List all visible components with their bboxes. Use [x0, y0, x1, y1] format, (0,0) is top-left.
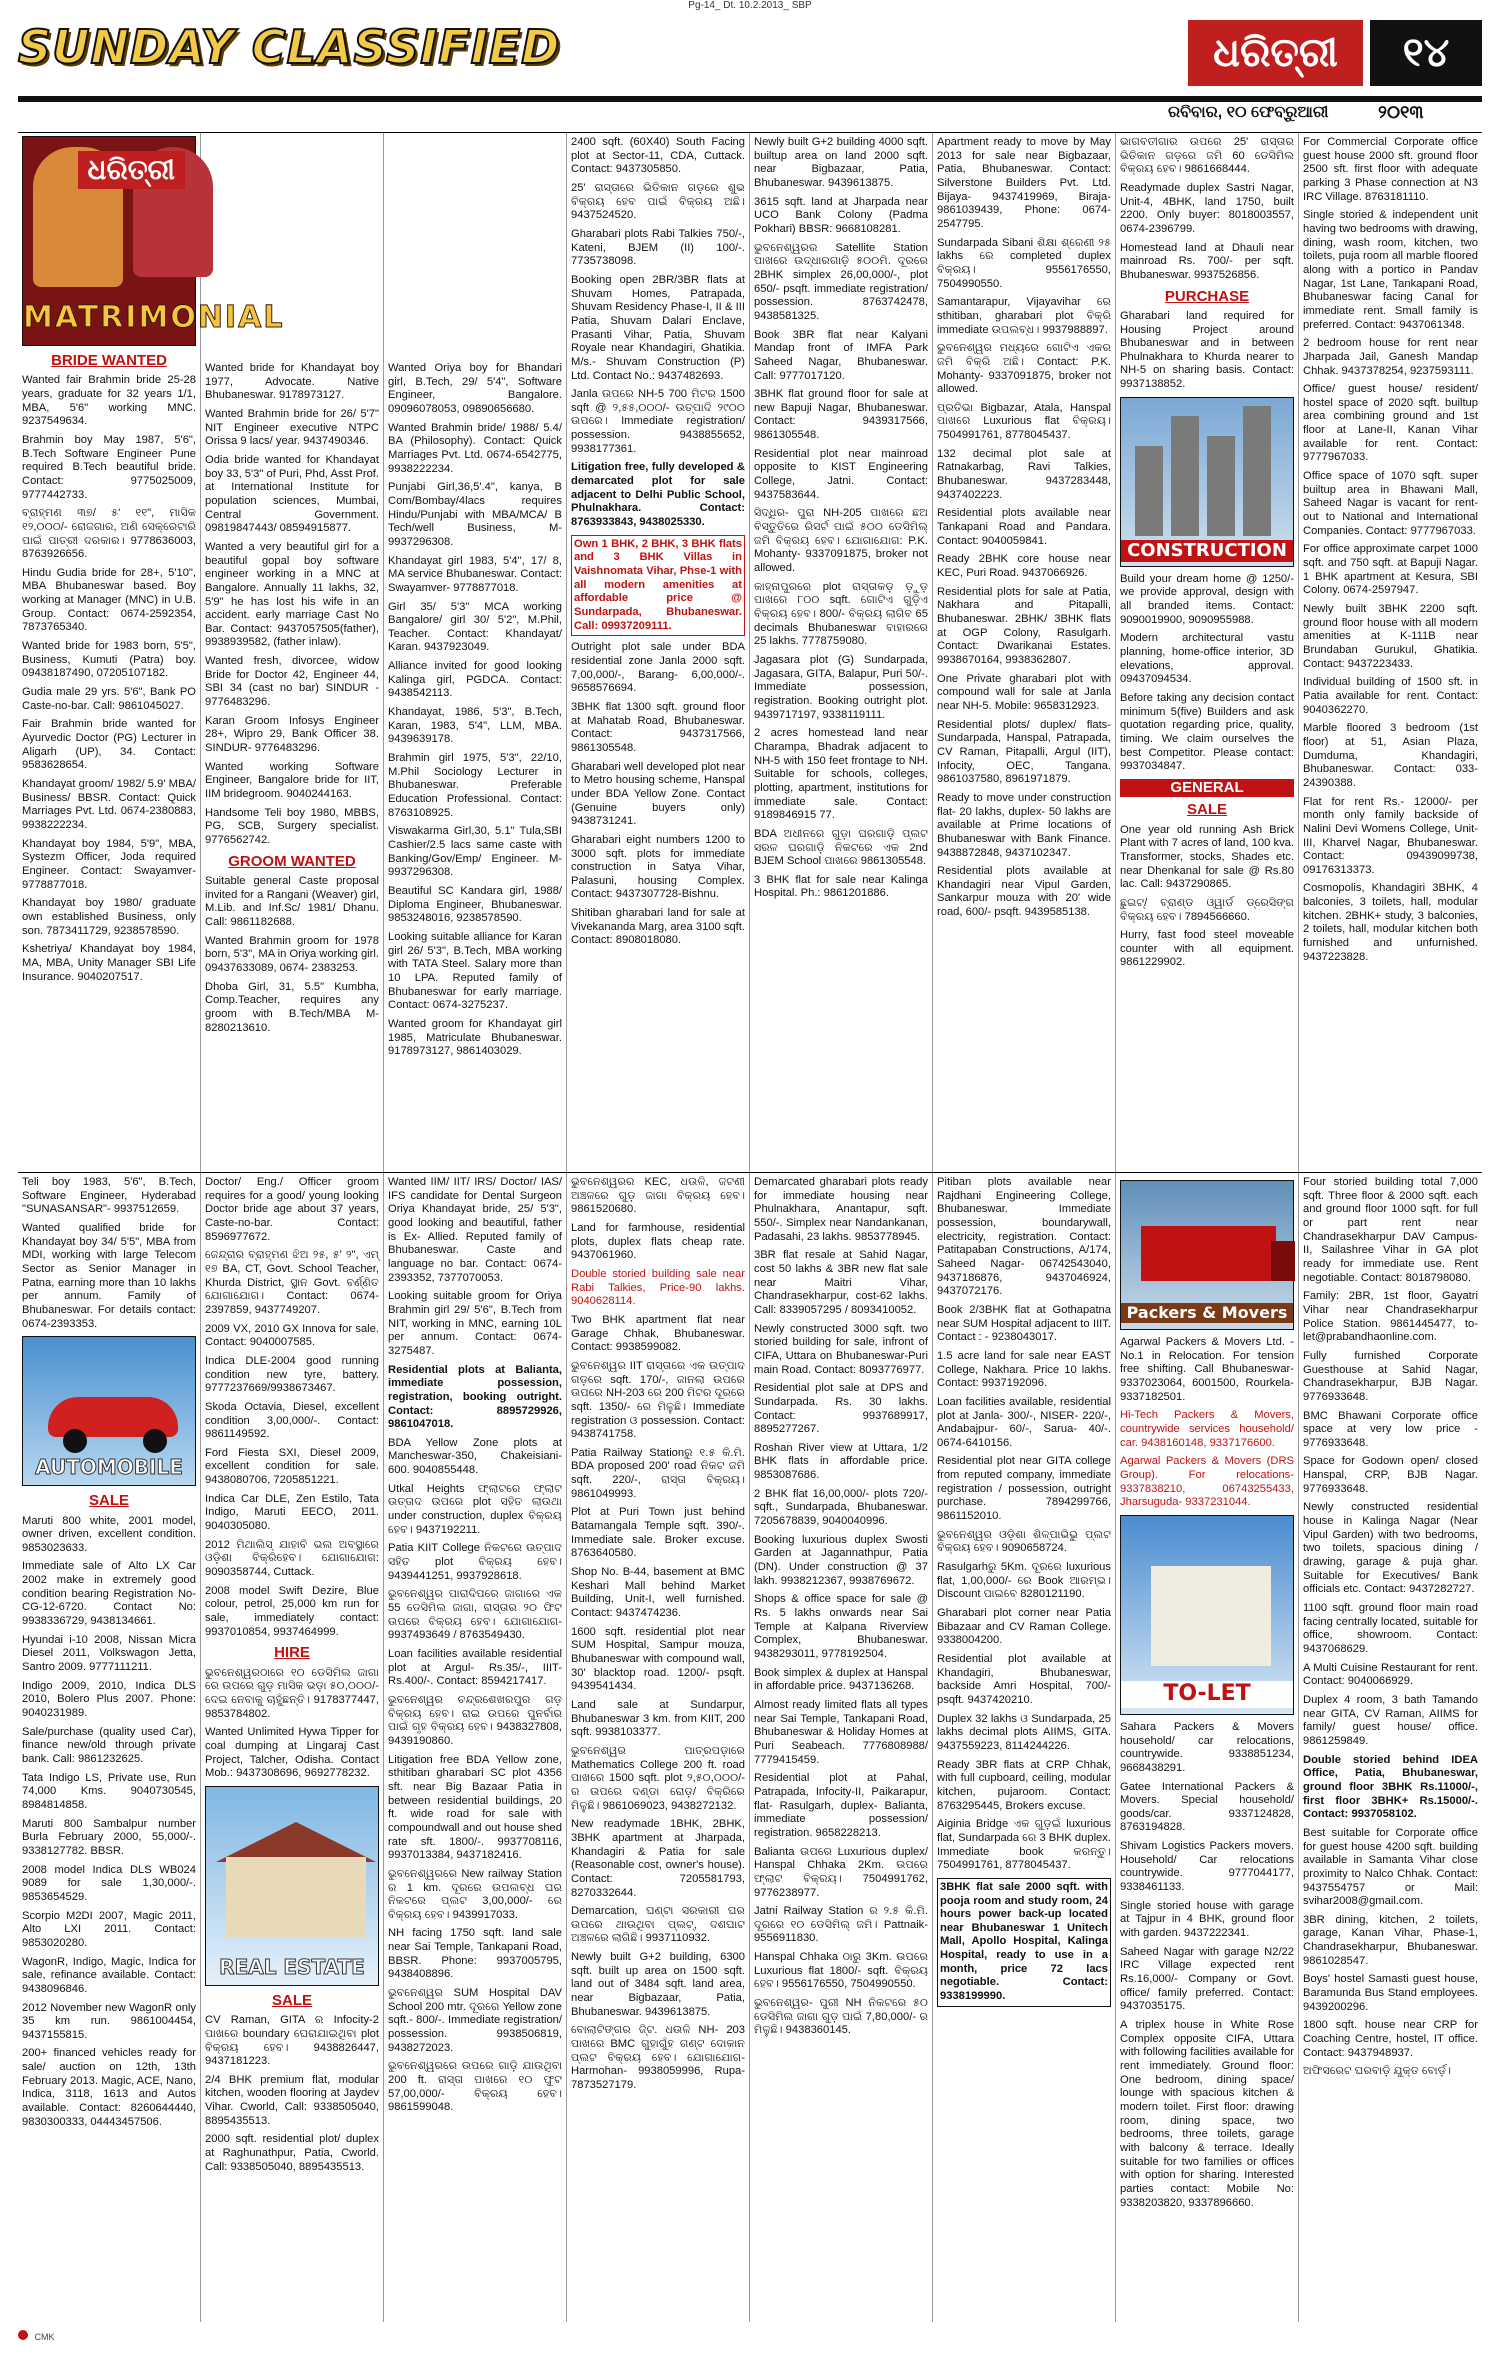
classified-ad: Patia KIIT College ନିକଟରେ ଉତ୍ପାଦ ସହିତ plot ବିକ୍ରୟ ହେବ। 9439441251, 9937928618.: [388, 1542, 562, 1582]
column-8: [1299, 133, 1482, 1172]
hire-heading: HIRE: [274, 1644, 310, 1662]
classified-ad: Marble floored 3 bedroom (1st floor) at 51, Asian Plaza, Dumduma, Khandagiri, Bhubaneswar. Contact: 033-24390388.: [1303, 722, 1478, 789]
classified-ad: ଭୁବନେଶ୍ୱରରେ New railway Station ର 1 km. ଦୂରରେ ଉପଲବ୍ଧ ଘର ନିକଟରେ ପ୍ଲଟ 3,00,000/- ରେ ବିକ୍ରୟ ହେବ। 9439917033.: [388, 1867, 562, 1921]
classified-ad: A Multi Cuisine Restaurant for rent. Contact: 9040066929.: [1303, 1661, 1478, 1688]
column-6-lower: [933, 1173, 1116, 2322]
column-4: [567, 133, 750, 1172]
classified-ad: Office space of 1070 sqft. super builtup area in Bhawani Mall, Saheed Nagar is vacant for rent- out to National and International Companies. Contact: 9777967033.: [1303, 470, 1478, 537]
spacer: [388, 136, 562, 362]
classified-ad: Newly constructed residential house in Kalinga Nagar (Near Vipul Garden) with two bedrooms, two toilets, spacious dining / drawing, garage & puja ghar. Suitable for Executives/ Bank officials etc. Contact: 9437282727.: [1303, 1501, 1478, 1596]
classified-ad: ବ୍ରାହ୍ମଣ ୩୭/ ୫' ୧୧", ମାସିକ ୧୨,୦୦୦/- ରୋଜଗାର, ଅଣି ସେକ୍ରେଟାରି ପାଇଁ ପାତ୍ରୀ ଦରକାର। 9778636003, 8763926656.: [22, 507, 196, 561]
classified-ad: ଭୁବନେଶ୍ୱରର Satellite Station ପାଖରେ ଉଦ୍ଧାରଗାଡ଼ି ୫୦୦ମି. ଦୂରରେ 2BHK simplex 26,00,000/-, plot 650/- psqft. immediate registration/ possession. 8763742478, 9438581325.: [754, 241, 928, 322]
classified-ad: For Commercial Corporate office guest house 2000 sft. ground floor 2500 sft. first floor with adequate parking 3 Phase connection at N3 IRC Village. 8763181110.: [1303, 136, 1478, 203]
ad-list: [1120, 1409, 1294, 1510]
classified-ad: ଛୁଇଟ୍/ ବ୍ରାଣ୍ଡ ଓ୍ୱାର୍ଡ ଡ୍ରେସିଙ୍ଗ ବିକ୍ରୟ ହେବ। 7894566660.: [1120, 896, 1294, 923]
classified-ad: Sale/purchase (quality used Car), finance new/old through private bank. Call: 9861232625.: [22, 1725, 196, 1766]
classified-ad: Khandayat groom/ 1982/ 5.9' MBA/ Business/ BBSR. Contact: Quick Marriages Pvt. Ltd. 0674-2380883, 9938222234.: [22, 778, 196, 831]
classified-ad: Almost ready limited flats all types near Sai Temple, Tankapani Road, Bhubaneswar & Holiday Homes at Puri Seabeach. 7776808988/ 7779415459.: [754, 1698, 928, 1766]
classified-ad: ଅଫିସରେଟ ଘରବାଡ଼ି ଯୁକ୍ତ ବୋର୍ଡ଼।: [1303, 2065, 1452, 2078]
classified-ad: Demarcated gharabari plots ready for immediate housing near Phulnakhara, Anantapur, sqft. 550/-. Simplex near Nandankanan, Padasahi, 23 lakhs. 9853778945.: [754, 1176, 928, 1243]
building-illustration: [1243, 406, 1271, 536]
classified-ad: Doctor/ Eng./ Officer groom requires for a good/ young looking Doctor bride age about 37 years, Caste-no-bar. Contact: 8596977672.: [205, 1176, 379, 1243]
classified-ad: ଭୁବନେଶ୍ୱର ଓଡ଼ିଶା ଶିଳ୍ପାଭିଭୁ ପ୍ଲଟ ବିକ୍ରୟ ହେବ। 9090658724.: [937, 1528, 1111, 1555]
classified-ad: ଭୁବନେଶ୍ୱର ପାରାଦିପରେ ଜାଗାରେ ଏକ 55 ଡେସିମିଲ ଜାଗା, ରାସ୍ତାର ୨୦ ଫିଟ ଉପରେ ବିକ୍ରୟ ହେବ। ଯୋଗାଯୋଗ- 9937493649 / 8763549430.: [388, 1588, 562, 1642]
ad-list: [1120, 1721, 1294, 2210]
classified-ad: Ready 2BHK core house near KEC, Puri Road. 9437066926.: [937, 553, 1111, 580]
classified-ad: 2400 sqft. (60X40) South Facing plot at Sector-11, CDA, Cuttack. Contact: 9437305850.: [571, 136, 745, 176]
classified-ad: 2 acres homestead land near Charampa, Bhadrak adjacent to NH-5 with 150 feet frontage to NH. Suitable for schools, colleges, plotting, apartment, institutions for immediate sale. Contact: 9189846915 77.: [754, 727, 928, 822]
classified-ad: Space for Godown open/ closed Hanspal, CRP, BJB Nagar. 9776933648.: [1303, 1455, 1478, 1495]
color-marks: CMK: [34, 2332, 55, 2342]
classified-ad: ଭୁବନେଶ୍ୱର IIT ରାସ୍ତାରେ ଏକ ଉତ୍ପାଦ ଗଡ଼ରେ sqft. 170/-, ଜାନଲା ଉପରେ ଉପରେ NH-203 ରେ 200 ମିଟର ଦୂରରେ sqft. 1350/- ରେ ମିଳୁଛି। Immediate registration ଓ possession. Contact: 9438741758.: [571, 1359, 745, 1441]
classified-ad: Single storied & independent unit having two bedrooms with drawing, dining, wash room, kitchen, two toilets, puja room all marble floored along with a portico in Pandav Nagar, 1st Lane, Tankapani Road, Bhubaneswar facing Canal for immediate rent. Small family is preferred. Contact: 9437061348.: [1303, 209, 1478, 331]
print-slug: Pg-14_ Dt. 10.2.2013_ SBP: [688, 0, 812, 11]
classified-ad: Skoda Octavia, Diesel, excellent condition 3,00,000/-. Contact: 9861149592.: [205, 1400, 379, 1441]
classified-ad: Outright plot sale under BDA residential zone Janla 2000 sqft. 7,00,000/-, Barang- 6,00,000/-. 9658576694.: [571, 641, 745, 695]
classified-ad: Utkal Heights ଫ୍ଲାଟରେ ଫ୍ଲାଟ ଉତ୍ତାଦ ଉପରେ plot ସହିତ ଲାଉଥା under construction, duplex ବିକ୍ରୟ ହେବ। 9437192211.: [388, 1482, 562, 1536]
ad-list: [1303, 1827, 1478, 2079]
classified-ad: Khandayat girl 1983, 5'4", 17/ 8, MA service Bhubaneswar. Contact: Swayamver- 9778877018.: [388, 554, 562, 594]
classified-ad: Newly built 3BHK 2200 sqft. ground floor house with all modern amenities at K-111B near Brundaban Gurukul, Ghatikia. Contact: 9437223433.: [1303, 603, 1478, 670]
ad-list: [388, 1437, 562, 2115]
real-estate-label: REAL ESTATE: [219, 1954, 365, 1979]
classified-ad: Wanted IIM/ IIT/ IRS/ Doctor/ IAS/ IFS candidate for Dental Surgeon Oriya Khandayat bride, 25/ 5'3", good looking and beautiful, father is Ex- Allied. Reputed family of Bhubaneswar. Caste and language no bar. Contact: 0674-2393352, 7377070053.: [388, 1176, 562, 1284]
classified-ad: ଭୁବନେଶ୍ୱର ମଧ୍ୟରେ ଗୋଟିଏ ଏକର ଜମି ବିକ୍ରି ଅଛି। Contact: P.K. Mohanty- 9337091875, broker not allowed.: [937, 342, 1111, 396]
classified-ad: BDA ଅଧୀନରେ ଗୁଡ଼ା ଘରଗାଡ଼ି ପ୍ଲଟ ସରଳ ଘରଗାଡ଼ି ନିକଟରେ ଏକ 2nd BJEM School ପାଖରେ 9861305548.: [754, 827, 928, 868]
classified-ad: Immediate sale of Alto LX Car 2002 make in extremely good condition bearing Registration No- CG-12-6720. Contact No: 9938336729, 9438134661.: [22, 1560, 196, 1628]
classified-ad: Single storied house with garage at Tajpur in 4 BHK, ground floor with garden. 9437222341.: [1120, 1899, 1294, 1940]
ad-list: [1120, 136, 1294, 283]
masthead-rule: [18, 96, 1482, 102]
classified-ad: 2000 sqft. residential plot/ duplex at Raghunathpur, Patia, Cworld. Call: 9338505040, 8895435513.: [205, 2133, 379, 2173]
issue-year: ୨୦୧୩: [1378, 102, 1424, 122]
classified-ad: Wanted bride for Khandayat boy 1977, Advocate. Native Bhubaneswar. 9178973127.: [205, 362, 379, 402]
classified-ad: Loan facilities available residential plot at Argul- Rs.35/-, IIIT- Rs.400/-. Contact: 8594217417.: [388, 1648, 562, 1688]
wheel-icon: [143, 1429, 167, 1453]
classified-ad: One year old running Ash Brick Plant with 7 acres of land, 100 kva. Transformer, stocks, Shades etc. near Dhenkanal for sale @ Rs.80 lac. Call: 9437290865.: [1120, 823, 1294, 891]
classified-ad: Dhoba Girl, 31, 5.5" Kumbha, Comp.Teacher, requires any groom with B.Tech/MBA M- 8280213610.: [205, 980, 379, 1034]
ad-list: [1120, 573, 1294, 774]
classified-ad: Book 3BR flat near Kalyani Mandap front of IMFA Park Saheed Nagar, Bhubaneswar. Call: 9777017120.: [754, 328, 928, 382]
classified-ad: Wanted a very beautiful girl for a beautiful gopal boy software engineer working in a MNC at Bangalore. Annually 11 lakhs, 32, 5'9" he has lost his wife in an accident. early marriage Cast No Bar. Contact: 9437057505(father), 9938939582, (father inlaw).: [205, 540, 379, 649]
classified-ad: Duplex 4 room, 3 bath Tamando near GITA, CV Raman, AIIMS for family/ guest house/ office. 9861259849.: [1303, 1693, 1478, 1747]
classified-ad: Hyundai i-10 2008, Nissan Micra Diesel 2011, Volkswagon Jetta, Santro 2009. 9777111211.: [22, 1633, 196, 1674]
ad-list: [1120, 310, 1294, 392]
classified-ad: Teli boy 1983, 5'6", B.Tech, Software Engineer, Hyderabad "SUNASANSAR"- 9937512659.: [22, 1176, 196, 1216]
classified-ad: Odia bride wanted for Khandayat boy 33, 5'3" of Puri, Phd, Asst Prof. at International Institute for population sciences, Mumbai, Central Government. 09819847443/ 08594915877.: [205, 453, 380, 535]
classified-ad: ଭୁବନେଶ୍ୱରର KEC, ଧଉଳି, ଜଟଣୀ ଅଞ୍ଚଳରେ ଗୁଡ଼ ଜାଗା ବିକ୍ରୟ ହେବ। 9861520680.: [571, 1176, 745, 1216]
classified-ad: Fair Brahmin bride wanted for Ayurvedic Doctor (PG) Lecturer in Aligarh (UP), 34. Contact: 9583628654.: [22, 718, 196, 772]
classified-ad: Wanted working Software Engineer, Bangalore bride for IIT, IIM bridegroom. 9040244163.: [205, 760, 379, 801]
classified-ad: କାହ୍ନାପୁରରେ plot ରାସ୍ତାକଡ଼ ଡ଼ୁଡ଼ ପାଖରେ ୮୦୦ sqft. ଗୋଟିଏ ଗୁଡ଼ିଏ ବିକ୍ରୟ ହେବ। 800/- ବିକ୍ରୟ ଲାଗିବ 65 decimals Bhubaneswar ବାହାରରେ 25 lakhs. 7778759080.: [754, 580, 928, 648]
newspaper-logo: ଧରିତ୍ରୀ: [1188, 20, 1363, 86]
ad-list: [1120, 1336, 1294, 1404]
classified-ad: Gatee International Packers & Movers. Special household/ goods/car. 9337124828, 8763194828.: [1120, 1780, 1294, 1834]
sale-heading: SALE: [271, 1991, 312, 2009]
page-number: ୧୪: [1370, 20, 1482, 86]
classified-ad: Wanted Unlimited Hywa Tipper for coal dumping at Lingaraj Cast Project, Talcher, Odisha. Contact Mob.: 9437308696, 9692778232.: [205, 1726, 379, 1780]
classified-ad: 1600 sqft. residential plot near SUM Hospital, Sampur mouza, Bhubaneswar with compound wall, 30' blacktop road. 1200/- psqft. 9439541434.: [571, 1625, 745, 1693]
classified-ad: Scorpio M2DI 2007, Magic 2011, Alto LXI 2011. Contact: 9853020280.: [22, 1909, 196, 1949]
classified-ad: 3BR flat resale at Sahid Nagar, cost 50 lakhs & 3BR new flat sale near Maitri Vihar, Chandrasekharpur, cost-62 lakhs. Call: 8339057295 / 8093410052.: [754, 1249, 928, 1316]
building-illustration: [1207, 436, 1235, 536]
classified-ad: One Private gharabari plot with compound wall for sale at Janla near NH-5. Mobile: 9658312923.: [937, 672, 1111, 712]
print-footer: [18, 2330, 1482, 2344]
classified-ad: ଭୁବନେଶ୍ୱର- ପୁରୀ NH ନିକଟରେ ୫୦ ଡେସିମିଲ ଜାଗା ଗୁଡ଼ ପାଇଁ 7,80,000/- ର ମିଳୁଛି। 9438360145.: [754, 1997, 928, 2037]
classified-ad: Aiginia Bridge ଏକ ଗୁଡ଼ଇଁ luxurious flat, Sundarpada ରେ 3 BHK duplex. Immediate book କରନ୍ତୁ। 7504991761, 8778045437.: [937, 1818, 1111, 1872]
column-7-lower: [1116, 1173, 1299, 2322]
classified-ad: 2 bedroom house for rent near Jharpada Jail, Ganesh Mandap Chhak. 9437378254, 9237593111.: [1303, 337, 1478, 377]
truck-cab-illustration: [1271, 1241, 1295, 1281]
classified-ad: Maruti 800 white, 2001 model, owner driven, excellent condition. 9853023633.: [22, 1514, 196, 1554]
classified-ad: Boys' hostel Samasti guest house, Baramunda Bus Stand employees. 9439200296.: [1303, 1973, 1478, 2013]
classified-ad: Girl 35/ 5'3" MCA working Bangalore/ girl 30/ 5'2", M.Phil, Teacher. Contact: Khandayat/ Karan. 9437923049.: [388, 600, 562, 654]
classified-ad: Duplex 32 lakhs ଓ Sundarpada, 25 lakhs decimal plots AIIMS, GITA. 9437559223, 8114244226.: [937, 1712, 1111, 1752]
classified-ad: Residential plot at Pahal, Patrapada, Infocity-II, Paikarapur, flat- Rasulgarh, duplex- Balianta, immediate possession/ registration. 9658228213.: [754, 1772, 928, 1839]
classified-ad: Residential plots for sale at Patia, Nakhara and Pitapalli, Bhubaneswar. 2BHK/ 3BHK flats at OGP Colony, Rasulgarh. Contact: Dwarikanai Estates. 9938670164, 9938362807.: [937, 585, 1111, 666]
classified-ad: Sahara Packers & Movers household/ car relocations, countrywide. 9338851234, 9668438291.: [1120, 1720, 1294, 1774]
classified-ad: ଭୁବନେଶ୍ୱର ପାତ୍ରପଡ଼ାରେ Mathematics College 200 ft. road ପାଖରେ 1500 sqft. plot ୨,୫୦,୦୦୦/-ର ଉପରେ ଦଣ୍ଡା ରୋଡ଼/ ବିକ୍ରିରେ ମିଳୁଛି। 9861069023, 9438272132.: [571, 1744, 745, 1812]
ad-list: [388, 1176, 562, 1359]
classified-ad: 2/4 BHK premium flat, modular kitchen, wooden flooring at Jaydev Vihar. Cworld, Call: 9338505040, 8895435513.: [205, 2073, 379, 2127]
classified-ad: Shivam Logistics Packers movers. Household/ Car relocations countrywide. 9777044177, 9338461133.: [1120, 1840, 1294, 1894]
roof-illustration: [216, 1822, 376, 1862]
column-5: [750, 133, 933, 1172]
general-heading: GENERAL: [1120, 779, 1294, 797]
classified-ad: 1.5 acre land for sale near EAST College, Nakhara. Price 10 lakhs. Contact: 9937192096.: [937, 1349, 1111, 1390]
classified-ad: Brahmin girl 1975, 5'3", 22/10, M.Phil Sociology Lecturer in Bhubaneswar. Preferable Education Professional. Contact: 8763108925.: [388, 752, 562, 819]
classified-ad: Ready to move under construction flat- 20 lakhs, duplex- 50 lakhs are available at Prime locations of Bhubaneswar with Bank Finance. 9438872848, 9437102347.: [937, 791, 1111, 859]
classified-ad: New readymade 1BHK, 2BHK, 3BHK apartment at Jharpada, Khandagiri & Patia for sale (Reasonable cost, owner's house). Contact: 7205581793, 8270332644.: [571, 1818, 745, 1899]
classified-ad: Newly built G+2 building 4000 sqft. builtup area on land 2000 sqft. near Bigbazaar, Patia, Bhubaneswar. 9439613875.: [754, 136, 928, 189]
ad-list: [571, 1176, 745, 1263]
classified-ad: Patia Railway Stationରୁ ୧.୫ କି.ମି. BDA proposed 200' road ନିକଟ ଜମି sqft. 220/-, ରାସ୍ତା ବିକ୍ରୟ। 9861049993.: [571, 1446, 745, 1500]
classified-ad: 2008 model Swift Dezire, Blue colour, petrol, 25,000 km run for sale, immediately contact: 9937010854, 9937464999.: [205, 1584, 379, 1638]
classified-ad: Booking luxurious duplex Swosti Garden at Jagannathpur, Patia (DN). Under construction @ 37 lakh. 9938212367, 9938769672.: [754, 1533, 928, 1587]
ad-list: [571, 1314, 745, 2093]
classified-ad: BDA Yellow Zone plots at Mancheswar-350, Chakeisiani- 600. 9040855448.: [388, 1436, 562, 1477]
classified-ad: Wanted fair Brahmin bride 25-28 years, graduate for 32 years 1/1, MBA, 5'6" working MNC. 9237549634.: [22, 374, 196, 428]
classified-ad: Hanspal Chhaka ଠାରୁ 3Km. ଉପରେ Luxurious flat 1800/- sqft. ବିକ୍ରୟ ହେବ। 9556176550, 7504990550.: [754, 1951, 928, 1991]
ad-bold: Litigation free, fully developed & demarcated plot for sale adjacent to Delhi Public School, Phulnakhara. Contact: 8763933843, 9438025330.: [571, 461, 745, 529]
ad-list: [754, 136, 928, 901]
classified-ad: Shitiban gharabari land for sale at Vivekananda Marg, area 3100 sqft. Contact: 8908018080.: [571, 907, 745, 947]
classified-ad: 2009 VX, 2010 GX Innova for sale. Contact: 9040007585.: [205, 1322, 379, 1349]
classified-ad: Gharabari eight numbers 1200 to 3000 sqft. plots for immediate construction in Satya Vihar, Palasuni, housing Complex. Contact: 9437307728-Bishnu.: [571, 833, 745, 901]
classified-ad: ବୋଲାଟିଙ୍ଗର ଜି୍ଟ. ଧଉଳି NH- 203 ପାଖରେ BMC ଗୁହାଗୁଁହ ଗଣ୍ଟ ଦୋକାନ ପ୍ଲଟ ବିକ୍ରୟ ହେବ। ଯୋଗାଯୋଗ- Harmohan- 9938059996, Rupa- 7873527179.: [571, 2024, 745, 2092]
groom-wanted-heading: GROOM WANTED: [228, 852, 356, 870]
classified-ad: Residential plot near GITA college from reputed company, immediate registration / possession, outright purchase. 7894299766, 9861152010.: [937, 1455, 1111, 1523]
classified-ad: Four storied building total 7,000 sqft. Three floor & 2000 sqft. each and ground floor 1000 sqft. for full or part rent near Chandrasekharpur DAV Campus-II, Sailashree Vihar in GA plot ready for immediate use. Rent negotiable. Contact: 8018798080.: [1303, 1176, 1478, 1284]
column-2-lower: [201, 1173, 384, 2322]
classified-ad: NH facing 1750 sqft. land sale near Sai Temple, Tankapani Road, BBSR. Phone: 9937005795, 9438408896.: [388, 1927, 562, 1981]
column-4-lower: [567, 1173, 750, 2322]
column-3-lower: [384, 1173, 567, 2322]
house-illustration: [1151, 1566, 1271, 1666]
classified-ad: Ready 3BR flats at CRP Chhak, with full cupboard, ceiling, modular kitchen, pujaroom. Contact: 8763295445, Brokers excuse.: [937, 1758, 1111, 1812]
classified-ad: Cosmopolis, Khandagiri 3BHK, 4 balconies, 3 toilets, hall, modular kitchen. 2BHK+ study, 3 balconies, 2 toilets, hall, modular kitchen both furnished and unfurnished. 9437223828.: [1303, 882, 1478, 963]
classified-ad: Khandayat, 1986, 5'3", B.Tech, Karan, 1983, 5'4", LLM, MBA. 9439639178.: [388, 706, 562, 746]
classified-ad: 25' ରାସ୍ତାରେ ଭିତିକାନ ଗଡ଼ରେ ଶୁଭ ବିକ୍ରୟ ହେବ ପାଇଁ ବିକ୍ରୟ ଅଛି। 9437524520.: [571, 181, 745, 222]
classified-ad: Wanted Oriya boy for Bhandari girl, B.Tech, 29/ 5'4", Software Engineer, Bangalore. 09096078053, 09890656680.: [388, 362, 562, 415]
classified-ad: CV Raman, GITA ର Infocity-2 ପାଖରେ boundary ଘେରାଯାଇଥିବା plot ବିକ୍ରୟ ହେବ। 9438826447, 9437181223.: [205, 2014, 379, 2068]
classified-ad: ଭୁବନେଶ୍ୱରଠାରେ ୧୦ ଡେସିମିଲ ଜାଗା ରେ ଉପରେ ଗୁଡ଼ ମାସିକ ଭଡ଼ା ୫୦,୦୦୦/- ଦେଇ ନେବାକୁ ଚାହୁଁଛନ୍ତି। 9178377447, 9853784802.: [205, 1666, 379, 1720]
classified-ad: Hurry, fast food steel moveable counter with all equipment. 9861229902.: [1120, 929, 1294, 969]
column-5-lower: [750, 1173, 933, 2322]
real-estate-image: [205, 1786, 379, 1986]
classified-ad: Samantarapur, Vijayavihar ରେ sthitiban, gharabari plot ବିକ୍ରି immediate ଉପଲବ୍ଧ। 9937988897.: [937, 296, 1111, 336]
classified-ad: Land sale at Sundarpur, Bhubaneswar 3 km. from KIIT, 200 sqft. 9938103377.: [571, 1698, 745, 1739]
tolet-image: [1120, 1515, 1294, 1715]
classified-ad: 3 BHK flat for sale near Kalinga Hospital. Ph.: 9861201886.: [754, 873, 928, 900]
classified-ad: 200+ financed vehicles ready for sale/ auction on 12th, 13th February 2013. Magic, ACE, Nano, Indica, 3118, 1613 and Autos available. Contact: 8260644440, 9830300333, 04443457506.: [22, 2047, 196, 2128]
classified-ad: Indica DLE-2004 good running condition new tyre, battery. 9777237669/9938673467.: [205, 1354, 379, 1395]
packers-label: Packers & Movers: [1121, 1303, 1293, 1323]
classified-ad: Ford Fiesta SXI, Diesel 2009, excellent condition for sale. 9438080706, 7205851221.: [205, 1446, 379, 1487]
classified-ad: 3BR dining, kitchen, 2 toilets, garage, Kanan Vihar, Phase-1, Chandrasekharpur, Bhubaneswar. 9861028547.: [1303, 1913, 1478, 1967]
classified-ad: Kshetriya/ Khandayat boy 1984, MA, MBA, Unity Manager SBI Life Insurance. 9040207517.: [22, 943, 196, 983]
classified-ad: Indica Car DLE, Zen Estilo, Tata Indigo, Maruti EECO, 2011. 9040305080.: [205, 1492, 379, 1533]
classified-ad: Looking suitable groom for Oriya Brahmin girl 29/ 5'6", B.Tech from NIT, working in MNC, earning 10L per annum. Contact: 0674- 3275487.: [388, 1290, 562, 1357]
classified-ad: Shop No. B-44, basement at BMC Keshari Mall behind Market Building, Unit-I, well furnished. Contact: 9437474236.: [571, 1566, 745, 1620]
lower-row: [18, 1172, 1482, 2322]
ad-list: [1120, 824, 1294, 971]
classified-ad: Residential plots/ duplex/ flats- Sundarpada, Hanspal, Patrapada, CV Raman, Pitapalli, Argul (IIT), Infocity, OEC, Tangana. 9861037580, 8961971879.: [937, 718, 1111, 786]
classified-ad: Wanted bride for 1983 born, 5'5", Business, Kumuti (Patra) boy. 09438187490, 07205107182.: [22, 640, 196, 680]
ad-list: [937, 1176, 1111, 1873]
classified-ad: Shops & office space for sale @ Rs. 5 lakhs onwards near Sai Temple at Kalpana Riverview Complex, Bhubaneswar. 9438293011, 9778192504.: [754, 1593, 928, 1660]
classified-ad: Gharabari well developed plot near to Metro housing scheme, Hanspal under BDA Yellow Zone. Contact (Genuine buyers only) 9438731241.: [571, 760, 745, 828]
classified-ad: A triplex house in White Rose Complex opposite CIFA, Uttara with following facilities available for rent immediately. Ground floor: One bedroom, dining space/ lounge with spacious kitchen & modern toilet. First floor: drawing room, dining space, two bedrooms, three toilets, garage with balcony & terrace. Ideally suitable for two families or offices with option for sharing. Interested parties contact: Mobile No: 9338203820, 9337896660.: [1120, 2019, 1294, 2209]
ad-list: [22, 1176, 196, 1331]
ad-list: [754, 1176, 928, 2038]
classified-ad: Best suitable for Corporate office for guest house 4200 sqft. building available in Samanta Vihar close proximity to Nalco Chhak. Contact: 9437554757 or Mail: svihar2008@gmail.com.: [1303, 1826, 1478, 1908]
classified-ad: Gharabari land required for Housing Project around Bhubaneswar and in between Phulnakhara to Khurda nearer to NH-5 on sharing basis. Contact: 9937138852.: [1120, 309, 1294, 391]
ad-highlight: Own 1 BHK, 2 BHK, 3 BHK flats and 3 BHK Villas in Vaishnomata Vihar, Phse-1 with all modern amenities at affordable price @ Sundarpada, Bhubaneswar. Call: 09937209111.: [571, 535, 745, 637]
wheel-icon: [63, 1429, 87, 1453]
classified-ad: Maruti 800 Sambalpur number Burla February 2000, 55,000/-. 9338127782. BBSR.: [22, 1817, 196, 1857]
classified-ad: Wanted groom for Khandayat girl 1985, Matriculate Bhubaneswar. 9178973127, 9861403029.: [388, 1017, 562, 1058]
ad-bold: Residential plots at Balianta, immediate possession, registration, booking outright. Contact: 8895729926, 9861047018.: [388, 1363, 562, 1431]
classified-ad: Balianta ଉପରେ Luxurious duplex/ Hanspal Chhaka 2Km. ଉପରେ ଫ୍ଲାଟ ବିକ୍ରୟ। 7504991762, 9776238977.: [754, 1845, 928, 1899]
ad-list: [205, 1667, 379, 1781]
column-2: [201, 133, 384, 1172]
classified-ad: Wanted Brahmin bride/ 1988/ 5.4/ BA (Philosophy). Contact: Quick Marriages Pvt. Ltd. 0674-6542775, 9938222234.: [388, 421, 562, 475]
construction-label: CONSTRUCTION: [1121, 540, 1293, 562]
classified-ad: WagonR, Indigo, Magic, Indica for sale, refinance available. Contact: 9438096846.: [22, 1955, 196, 1995]
classified-ad: Agarwal Packers & Movers (DRS Group). For relocations- 9337838210, 06743255433, Jharsuguda- 9337231044.: [1120, 1455, 1294, 1509]
classified-ad: Punjabi Girl,36,5'.4", kanya, B Com/Bombay/4lacs requires Hindu/Punjabi with MBA/MCA/ B Tech/well Business, M-9937296308.: [388, 481, 562, 548]
classified-ad: 132 decimal plot sale at Ratnakarbag, Ravi Talkies, Bhubaneswar. 9437283448, 9437402223.: [937, 447, 1111, 501]
classified-ad: Agarwal Packers & Movers Ltd. - No.1 in Relocation. For tension free shifting. Call Bhubaneswar- 9337023064, 6001500, Rourkela- 9337182501.: [1120, 1336, 1294, 1403]
ad-list: [388, 362, 562, 1059]
automobile-label: AUTOMOBILE: [35, 1454, 183, 1479]
classified-ad: ଜେନ୍ଦ୍ରାର ବ୍ରାହ୍ମଣ ଝିଅ ୨୫, ୫' ୨", ଏମ୍ ୧୭ BA, CT, Govt. School Teacher, Khurda District, ସ୍ଥାନ Govt. ବର୍ଣ୍ଣିତ ଯୋଗାଯୋଗ। Contact: 0674- 2397859, 9437749207.: [205, 1249, 379, 1316]
classified-ad: Homestead land at Dhauli near mainroad Rs. 700/- per sqft. Bhubaneswar. 9937526856.: [1120, 241, 1294, 281]
masthead: [18, 14, 1482, 122]
classified-ad: 1100 sqft. ground floor main road facing centrally located, suitable for office, showroom. Contact: 9437068629.: [1303, 1602, 1478, 1655]
classified-ad: Residential plot available at Khandagiri, Bhubaneswar, backside Amri Hospital, 700/- psqft. 9437420210.: [937, 1653, 1111, 1706]
section-title: SUNDAY CLASSIFIED: [18, 20, 561, 74]
classified-ad: 2012 November new WagonR only 35 km run. 9861004454, 9437155815.: [22, 2001, 196, 2041]
ad-list: [205, 362, 379, 848]
classified-ad: Book 2/3BHK flat at Gothapatna near SUM Hospital adjacent to IIIT. Contact : - 9238043017.: [937, 1303, 1111, 1344]
classified-ad: Tata Indigo LS, Private use, Run 74,000 Kms. 9040730545, 8984814858.: [22, 1771, 196, 1811]
classified-ad: Wanted fresh, divorcee, widow Bride for Doctor 42, Engineer 44, SBI 34 (cast no bar) SINDUR - 9776483296.: [205, 655, 379, 709]
classified-ad: Fully furnished Corporate Guesthouse at Sahid Nagar, Chandrasekharpur, BJB Nagar. 9776933648.: [1303, 1349, 1478, 1403]
classified-ad: Alliance invited for good looking Kalinga girl, PGDCA. Contact: 9438542113.: [388, 660, 562, 700]
classified-ad: Wanted Brahmin bride for 26/ 5'7" NIT Engineer executive NTPC Orissa 9 lacs/ year. 9437490346.: [205, 407, 379, 448]
classified-ad: Readymade duplex Sastri Nagar, Unit-4, 4BHK, land 1750, built 2200. Only buyer: 8018003557, 0674-2396799.: [1120, 181, 1294, 235]
ad-list: [205, 2014, 379, 2174]
classified-ad: Residential plots available near Tankapani Road and Pandara. Contact: 9040059841.: [937, 507, 1111, 547]
classified-ad: Hi-Tech Packers & Movers, countrywide services household/ car. 9438160148, 9337176600.: [1120, 1409, 1294, 1449]
classified-ad: Land for farmhouse, residential plots, duplex flats cheap rate. 9437061960.: [571, 1221, 745, 1262]
classified-ad: Rasulgarhରୁ 5Km. ଦୂରରେ luxurious flat, 1,00,000/- ରେ Book ଆରମ୍ଭ। Discount ପାଇବେ 8280121190.: [937, 1561, 1111, 1601]
classified-ad: Residential plots available at Khandagiri near Vipul Garden, Sankarpur mouza with 20' wide road, 600/- psqft. 9439585138.: [937, 865, 1111, 919]
classified-ad: For office approximate carpet 1000 sqft. and 750 sqft. at Bapuji Nagar. 1 BHK apartment at Kesura, SBI Colony. 0674-2597947.: [1303, 543, 1478, 597]
classified-ad: Newly constructed 3000 sqft. two storied building for sale, infront of CIFA, Uttara on Bhubaneswar-Puri main Road. Contact: 8093776977.: [754, 1322, 928, 1376]
classified-ad: Before taking any decision contact minimum 5(five) Builders and ask quotation regarding price, quality, timing. We claim ourselves the best Competitor. Please contact: 9937034847.: [1120, 692, 1294, 773]
ad-list: [205, 1176, 379, 1639]
sale-heading: SALE: [1186, 801, 1227, 819]
column-6: [933, 133, 1116, 1172]
ad-list: [1303, 1176, 1478, 1749]
classified-ad: Karan Groom Infosys Engineer 28+, Wipro 29, Bank Officer 38. SINDUR- 9776483296.: [205, 714, 379, 755]
classified-ad: Khandayat boy 1980/ graduate own established Business, only son. 7873411729, 9238578590.: [22, 897, 196, 937]
classified-ad: Beautiful SC Kandara girl, 1988/ Diploma Engineer, Bhubaneswar. 9853248016, 9238578590.: [388, 884, 562, 925]
building-illustration: [1171, 416, 1199, 536]
classified-ad: Residential plot near mainroad opposite to KIST Engineering College, Jatni. Contact: 9437583644.: [754, 447, 928, 501]
classified-ad: 2012 ମିଥାଲିସ୍ ଯାହାବି ଭଲ ଅବସ୍ଥାରେ ଓଡ଼ିଶା ବିକ୍ରିହେବ। ଯୋଗାଯୋଗ: 9090358744, Cuttack.: [205, 1538, 379, 1579]
classified-ad: Hindu Gudia bride for 28+, 5'10", MBA Bhubaneswar based. Boy working at Manager (MNC) in U.B. Group. Contact: 0674-2592354, 7873765340.: [22, 566, 196, 634]
tolet-label: TO-LET: [1121, 1681, 1293, 1708]
classified-ad: Wanted Brahmin groom for 1978 born, 5'3", MA in Oriya working girl. 09437633089, 0674- 2383253.: [205, 934, 379, 974]
classified-ad: 2 BHK flat 16,00,000/- plots 720/-sqft., Sundarpada, Bhubaneswar. 7205678839, 9040040996.: [754, 1487, 928, 1528]
classified-ad: Residential plot sale at DPS and Sundarpada. Rs. 30 lakhs. Contact: 9937689917, 8895277267.: [754, 1382, 928, 1436]
classified-ad: 3BHK flat 1300 sqft. ground floor at Mahatab Road, Bhubaneswar. Contact: 9437317566, 9861305548.: [571, 700, 745, 754]
ad-list: [571, 136, 745, 456]
classified-ad: 2008 model Indica DLS WB024 9089 for sale 1,30,000/-. 9853654529.: [22, 1863, 196, 1903]
column-7: [1116, 133, 1299, 1172]
ad-bold: Double storied behind IDEA Office, Patia, Bhubaneswar, ground floor 3BHK Rs.11000/-, first floor 3BHK+ Rs.15000/-. Contact: 9937058102.: [1303, 1753, 1478, 1821]
ad-list: [1303, 136, 1478, 964]
classified-ad: BMC Bhawani Corporate office space at very low price - 9776933648.: [1303, 1409, 1478, 1449]
classified-ad: Jatni Railway Station ର ୨.୫ କି.ମି. ଦୂରରେ ୧୦ ଡେସିମିଲ୍ ଜମି। Pattnaik- 9556911830.: [754, 1905, 928, 1945]
classified-ad: Saheed Nagar with garage N2/22 IRC Village expected rent Rs.16,000/- Company or Govt. office/ family preferred. Contact: 9437035175.: [1120, 1945, 1294, 2013]
matrimonial-heading: MATRIMONIAL: [23, 300, 285, 336]
sale-heading: SALE: [88, 1492, 129, 1510]
ad-list: [937, 136, 1111, 920]
classified-ad: ଭୁବନେଶ୍ୱର SUM Hospital DAV School 200 mtr. ଦୂରରେ Yellow zone sqft.- 800/-. Immediate registration/ possession. 9938506819, 9438272023.: [388, 1987, 562, 2054]
classified-ad: Wanted qualified bride for Khandayat boy 34/ 5'5", MBA from MDI, working with large Telecom Sector as Senior Manager in Patna, earning more than 10 lakhs per annum. Family of Bhubaneswar. For details contact: 0674-2393353.: [22, 1221, 196, 1330]
matrimonial-banner: [22, 136, 285, 346]
classified-ad: Newly built G+2 building, 6300 sqft. built up area on 1500 sqft. land out of 3484 sqft. land area, near Bigbazaar, Patia, Bhubaneswar. 9439613875.: [571, 1951, 745, 2018]
classified-ad: Janla ଉପରେ NH-5 700 ମିଟର 1500 sqft @ ୨,୫୫,୦୦୦/- ଉତ୍ପାଦି ୨୯୦୦ ଉପରେ। Immediate registration/ possession. 9438855652, 9938177361.: [571, 388, 745, 455]
column-automobile: [18, 1173, 201, 2322]
classified-ad: Loan facilities available, residential plot at Janla- 300/-, NISER- 220/-, Andabajpur- 60/-, Sarua- 40/-. 0674-6410156.: [937, 1395, 1111, 1449]
classified-ad: ପ୍ରତିଭା Bigbazar, Atala, Hanspal ପାଖରେ Luxurious flat ବିକ୍ରୟ। 7504991761, 8778045437.: [937, 401, 1111, 442]
classified-ad: Modern architectural vastu planning, home-office interior, 3D elevations, approval. 09437094534.: [1120, 632, 1294, 686]
classified-ad: ସିଦ୍ଧିର- ପୁରା NH-205 ପାଖରେ ଛଅ ବିସ୍ତୁତିରେ ରିସର୍ଟ ପାଇଁ ୫୦୦ ଡେସିମିଲ୍ ଜମି ବିକ୍ରୟ ହେବ। ଯୋଗାଯୋଗ: P.K. Mohanty- 9337091875, broker not allowed.: [754, 507, 928, 575]
automobile-image: [22, 1336, 196, 1486]
classified-grid: [18, 132, 1482, 2322]
classified-ad: Indigo 2009, 2010, Indica DLS 2010, Bolero Plus 2007. Phone: 9040231989.: [22, 1679, 196, 1720]
classified-ad: 3BHK flat ground floor for sale at new Bapuji Nagar, Bhubaneswar. Contact: 9439317566, 9861305548.: [754, 388, 928, 442]
building-illustration: [1135, 446, 1163, 536]
truck-illustration: [1141, 1226, 1276, 1281]
classified-ad: Office/ guest house/ resident/ hostel space of 2020 sqft. builtup area combining ground and 1st floor at Lane-II, Kanan Vihar available for rent. Contact: 9777967033.: [1303, 383, 1478, 464]
classified-ad: Handsome Teli boy 1980, MBBS, PG, SCB, Surgery specialist. 9776562742.: [205, 806, 379, 846]
classified-ad: Individual building of 1500 sft. in Patia available for rent. Contact: 9040362270.: [1303, 676, 1478, 716]
classified-ad: ଭୁବନେଶ୍ୱର ଚନ୍ଦ୍ରଶେଖରପୁର ଗଡ଼ ବିକ୍ରୟ ହେବ। ରାଇ ଉପରେ ପୁନର୍ବାର ପାଇଁ ଗୃହ ବିକ୍ରୟ ହେବ। 9438327808, 9439190860.: [388, 1693, 562, 1747]
classified-ad: ଭାଗବତୀଗାର ଉପରେ 25' ରାସ୍ତାର ଭିତିକାନ ଗଡ଼ରେ ଜମି 60 ଡେସିମିଲ ବିକ୍ରୟ ହେବ। 9861668444.: [1120, 136, 1294, 176]
classified-ad: Flat for rent Rs.- 12000/- per month only family backside of Nalini Devi Womens College, Unit- III, Kharvel Nagar, Bhubaneswar. Contact: 09439099738, 09176313373.: [1303, 795, 1478, 876]
classified-ad: Apartment ready to move by May 2013 for sale near Bigbazaar, Patia, Bhubaneswar. Contact: Silverstone Builders Pvt. Ltd. Bijaya- 9437419969, Biraja- 9861039439, Phone: 0674-2547795.: [937, 136, 1111, 230]
classified-ad: Booking open 2BR/3BR flats at Shuvam Homes, Patrapada, Shuvam Residency Phase-I, II & III Patia, Shuvam Dalari Enclave, Prasanti Vihar, Patia, Shuvam Royale near Khandagiri, Ghatikia. M/s.- Shuvam Construction (P) Ltd. Contact No.: 9437482693.: [571, 273, 745, 382]
ad-boxed: 3BHK flat sale 2000 sqft. with pooja room and study room, 24 hours power back-up located near Bhubaneswar 1 Unitech Mall, Apollo Hospital, Kalinga Hospital, ready to use in a month, price 72 lacs negotiable. Contact: 9338199990.: [937, 1878, 1111, 2007]
classified-ad: Book simplex & duplex at Hanspal in affordable price. 9437136268.: [754, 1666, 928, 1693]
purchase-heading: PURCHASE: [1164, 287, 1250, 305]
classified-ad: Roshan River view at Uttara, 1/2 BHK flats in affordable price. 9853087686.: [754, 1441, 928, 1482]
house-illustration: [226, 1857, 366, 1937]
column-3: [384, 133, 567, 1172]
classified-ad: Two BHK apartment flat near Garage Chhak, Bhubaneswar. Contact: 9938599082.: [571, 1313, 745, 1354]
bride-wanted-heading: BRIDE WANTED: [51, 352, 167, 369]
ad-list: [22, 1515, 196, 2130]
classified-ad: 3615 sqft. land at Jharpada near UCO Bank Colony (Padma Pokhari) BBSR: 9668108281.: [754, 195, 928, 235]
classified-ad: Viswakarma Girl,30, 5.1" Tula,SBI Cashier/2.5 lacs same caste with Banking/Gov/Emp/ Engineer. M-9937296308.: [388, 825, 562, 879]
issue-date: ରବିବାର, ୧୦ ଫେବ୍ରୁଆରୀ: [1168, 104, 1329, 121]
ad-list: [205, 875, 379, 1035]
registration-mark-icon: [18, 2330, 28, 2340]
packers-image: [1120, 1180, 1294, 1330]
classified-ad: Build your dream home @ 1250/- we provide approval, design with all branded items. Contact: 9090019900, 9090955988.: [1120, 572, 1294, 626]
classified-ad: Litigation free BDA Yellow zone, sthitiban gharabari SC plot 4356 sft. near Big Bazaar Patia in between residential buildings, 20 ft. wide road for sale with compoundwall and out house shed rate sft. 1800/-. 9937708116, 9937013384, 9437182416.: [388, 1753, 562, 1862]
classified-ad: Suitable general Caste proposal invited for a Rangani (Weaver) girl, M.Lib. and Inf.Sc/ 1981/ Dhanu. Call: 9861182688.: [205, 874, 379, 928]
classified-ad: 1800 sqft. house near CRP for Coaching Centre, hostel, IT office. Contact: 9437948937.: [1303, 2019, 1478, 2059]
classified-ad: Looking suitable alliance for Karan girl 26/ 5'3", B.Tech, MBA working with TATA Steel. Salary more than 10 LPA. Reputed family of Bhubaneswar for early marriage. Contact: 0674-3275237.: [388, 930, 562, 1012]
classified-ad: Sundarpada Sibani ଶିକ୍ଷା ଶ୍ରେଣୀ ୨୫ lakhs ରେ completed duplex ବିକ୍ରୟ। 9556176550, 7504990550.: [937, 236, 1111, 290]
classified-ad: Gudia male 29 yrs. 5'6", Bank PO Caste-no-bar. Call: 9861045027.: [22, 686, 196, 712]
classified-ad: Jagasara plot (G) Sundarpada, Jagasara, GITA, Balapur, Puri 50/-. Immediate possession, registration. Booking outright plot. 9439717197, 9338119111.: [754, 653, 928, 721]
classified-ad: Plot at Puri Town just behind Batamangala Temple sqft. 390/-. Immediate sale. Broker excuse. 8763640580.: [571, 1506, 745, 1560]
upper-row: [18, 132, 1482, 1172]
classified-ad: Khandayat boy 1984, 5'9", MBA, Systezm Officer, Joda required Engineer. Contact: Swayamver- 9778877018.: [22, 837, 196, 891]
ad-red: Double storied building sale near Rabi Talkies, Price-90 lakhs. 9040628114.: [571, 1267, 745, 1308]
classified-ad: Gharabari plots Rabi Talkies 750/-, Kateni, BJEM (II) 100/-. 7735738098.: [571, 227, 745, 268]
classified-ad: ଭୁବନେଶ୍ୱରରେ ଉପରେ ଗାଡ଼ି ଯାଉଥିବା 200 ft. ରାସ୍ତା ପାଖରେ ୧୦ ଫୁଟ 57,00,000/- ବିକ୍ରୟ ହେବ। 9861599048.: [388, 2060, 562, 2114]
column-8-lower: [1299, 1173, 1482, 2322]
classified-ad: Demarcation, ଘଣ୍ଟା ସରକାରୀ ଘର ଉପରେ ଥାଉଥିବା ପ୍ଲଟ୍, ଦଶଘାଟ ଅଞ୍ଚଳରେ ଲାଗିଛି। 9937110932.: [571, 1905, 745, 1945]
classified-ad: Family: 2BR, 1st floor, Gayatri Vihar near Chandrasekharpur Police Station. 9861445477, to- let@prabandhaonline.com.: [1303, 1290, 1478, 1344]
classified-ad: Pitiban plots available near Rajdhani Engineering College, Bhubaneswar. Immediate possession, boundarywall, electricity, registration. Contact: Patitapaban Constructions, A/174, Saheed Nagar- 06742543040, 9437186876, 9437046924, 9437072176.: [937, 1176, 1111, 1298]
banner-logo: ଧରିତ୍ରୀ: [78, 151, 185, 189]
ad-list: [571, 641, 745, 948]
construction-image: [1120, 397, 1294, 567]
classified-ad: Gharabari plot corner near Patia Bibazaar and CV Raman College. 9338004200.: [937, 1607, 1111, 1647]
classified-ad: Brahmin boy May 1987, 5'6", B.Tech Software Engineer Pune required B.Tech beautiful bride. Contact: 9775025009, 9777442733.: [22, 433, 196, 501]
